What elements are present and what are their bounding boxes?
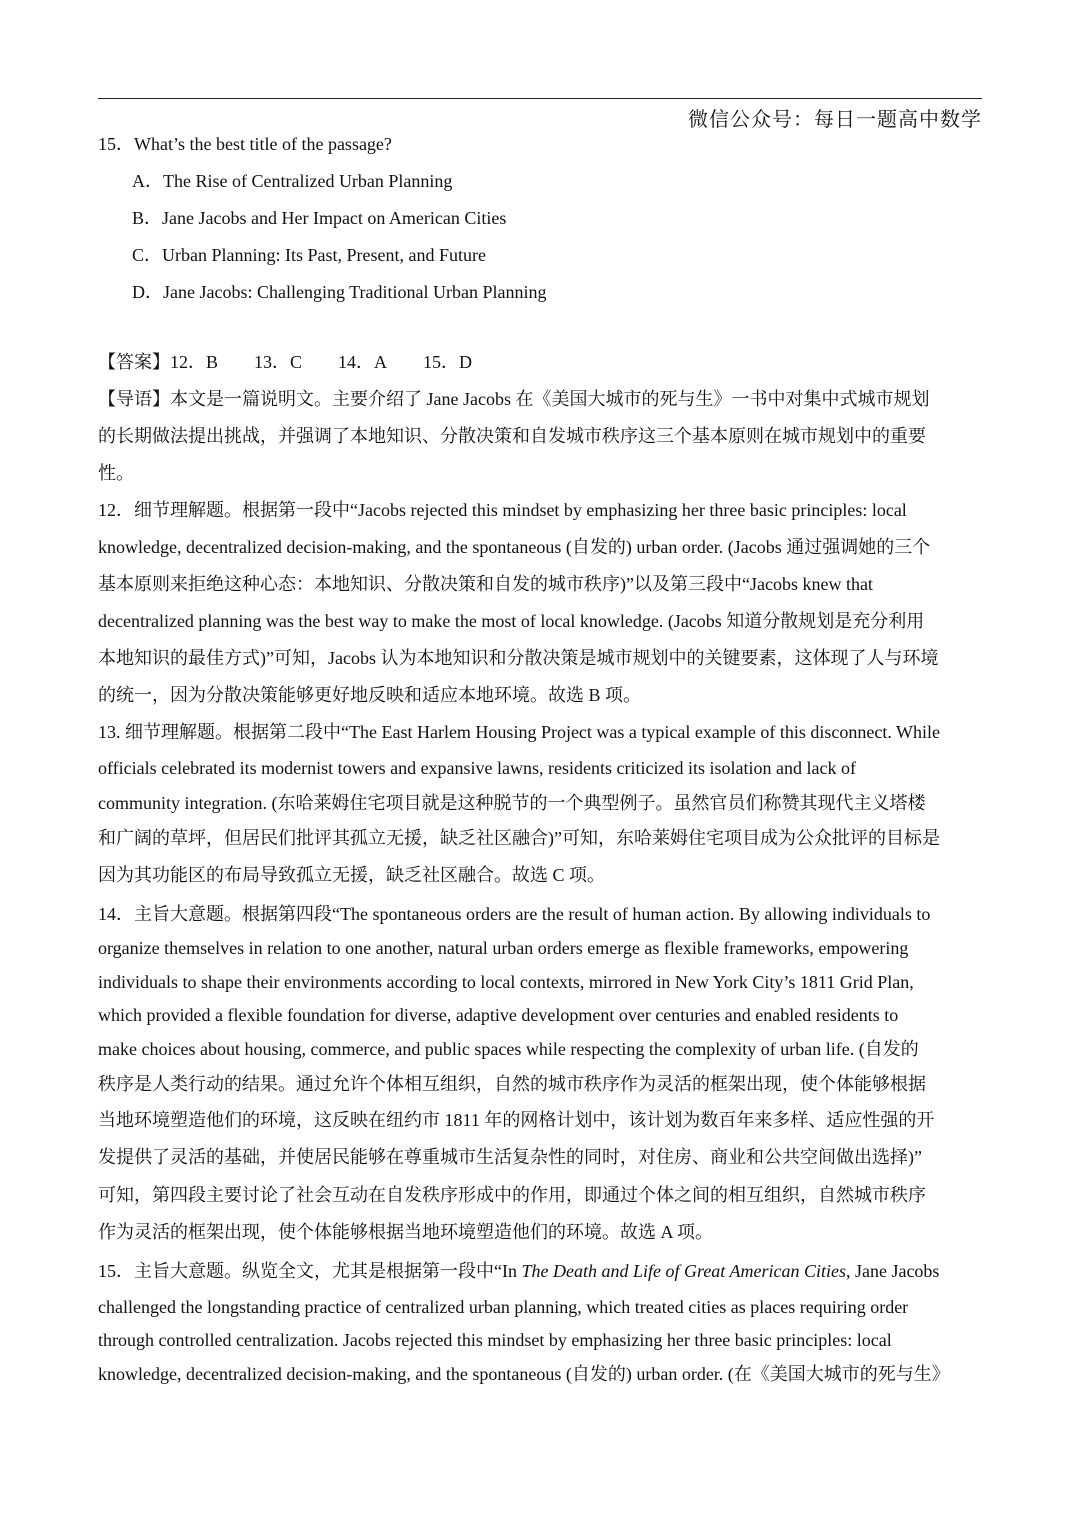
explanation-line: 性。: [98, 463, 134, 483]
explanation-line: 【导语】本文是一篇说明文。主要介绍了 Jane Jacobs 在《美国大城市的死与生》一书中对集中式城市规划: [98, 389, 930, 409]
explanation-line: 14．主旨大意题。根据第四段“The spontaneous orders are the result of human action. By allowing individuals to: [98, 904, 931, 924]
header-rule: [98, 98, 982, 99]
explanation-line: knowledge, decentralized decision-making, and the spontaneous (自发的) urban order. (Jacobs 通过强调她的三个: [98, 537, 931, 557]
explanation-line: which provided a flexible foundation for diverse, adaptive development over centuries and enabled residents to: [98, 1005, 899, 1025]
answer-label: 【答案】: [98, 352, 170, 372]
explanation-line: organize themselves in relation to one another, natural urban orders emerge as flexible frameworks, empowering: [98, 938, 909, 958]
answer-14: 14．A: [338, 352, 388, 372]
explanation-line: 因为其功能区的布局导致孤立无援，缺乏社区融合。故选 C 项。: [98, 865, 606, 885]
explanation-line-15: [98, 1259, 939, 1283]
explanation-line: knowledge, decentralized decision-making, and the spontaneous (自发的) urban order. (在《美国大城市的死与生》: [98, 1364, 950, 1384]
explanation-line: 13. 细节理解题。根据第二段中“The East Harlem Housing Project was a typical example of this disconnect. While: [98, 722, 940, 742]
explanation-line: 的统一，因为分散决策能够更好地反映和适应本地环境。故选 B 项。: [98, 685, 642, 705]
explanation-line: 本地知识的最佳方式)”可知，Jacobs 认为本地知识和分散决策是城市规划中的关键要素，这体现了人与环境: [98, 648, 939, 668]
explanation-line: individuals to shape their environments according to local contexts, mirrored in New York City’s 1811 Grid Plan,: [98, 972, 914, 992]
explanation-line: through controlled centralization. Jacobs rejected this mindset by emphasizing her three basic principles: local: [98, 1330, 892, 1350]
answer-line: [98, 350, 508, 374]
explanation-line: 秩序是人类行动的结果。通过允许个体相互组织，自然的城市秩序作为灵活的框架出现，使个体能够根据: [98, 1074, 926, 1094]
explanation-line: challenged the longstanding practice of centralized urban planning, which treated cities as places requiring order: [98, 1297, 909, 1317]
explanation-line: 发提供了灵活的基础，并使居民能够在尊重城市生活复杂性的同时，对住房、商业和公共空间做出选择)”: [98, 1147, 922, 1167]
explanation-line: community integration. (东哈莱姆住宅项目就是这种脱节的一个典型例子。虽然官员们称赞其现代主义塔楼: [98, 793, 926, 813]
explanation-line: officials celebrated its modernist towers and expansive lawns, residents criticized its isolation and lack of: [98, 758, 856, 778]
option-b: B．Jane Jacobs and Her Impact on American Cities: [132, 208, 507, 228]
explanation-line: 的长期做法提出挑战，并强调了本地知识、分散决策和自发城市秩序这三个基本原则在城市规划中的重要: [98, 426, 926, 446]
option-d: D．Jane Jacobs: Challenging Traditional Urban Planning: [132, 282, 547, 302]
explanation-line: make choices about housing, commerce, and public spaces while respecting the complexity of urban life. (自发的: [98, 1039, 919, 1059]
explanation-line: 作为灵活的框架出现，使个体能够根据当地环境塑造他们的环境。故选 A 项。: [98, 1222, 714, 1242]
explanation-line: 可知，第四段主要讨论了社会互动在自发秩序形成中的作用，即通过个体之间的相互组织，自然城市秩序: [98, 1185, 926, 1205]
option-a: A．The Rise of Centralized Urban Planning: [132, 171, 453, 191]
answer-15: 15．D: [423, 352, 473, 372]
explanation-line: decentralized planning was the best way to make the most of local knowledge. (Jacobs 知道分散规划是充分利用: [98, 611, 925, 631]
explanation-line: 12．细节理解题。根据第一段中“Jacobs rejected this mindset by emphasizing her three basic principles: local: [98, 500, 907, 520]
line15-pre: 15．主旨大意题。纵览全文，尤其是根据第一段中“In: [98, 1261, 522, 1281]
answer-12: 12．B: [170, 352, 219, 372]
option-c: C．Urban Planning: Its Past, Present, and Future: [132, 245, 486, 265]
book-title: The Death and Life of Great American Cities: [521, 1261, 846, 1281]
explanation-line: 当地环境塑造他们的环境，这反映在纽约市 1811 年的网格计划中，该计划为数百年来多样、适应性强的开: [98, 1110, 935, 1130]
answer-13: 13．C: [254, 352, 303, 372]
header-watermark-text: 微信公众号：每日一题高中数学: [688, 107, 982, 131]
line15-post: , Jane Jacobs: [845, 1261, 940, 1281]
explanation-line: 和广阔的草坪，但居民们批评其孤立无援，缺乏社区融合)”可知，东哈莱姆住宅项目成为公众批评的目标是: [98, 828, 940, 848]
question-15-stem: 15．What’s the best title of the passage?: [98, 134, 392, 154]
explanation-line: 基本原则来拒绝这种心态：本地知识、分散决策和自发的城市秩序)”以及第三段中“Jacobs knew that: [98, 574, 873, 594]
